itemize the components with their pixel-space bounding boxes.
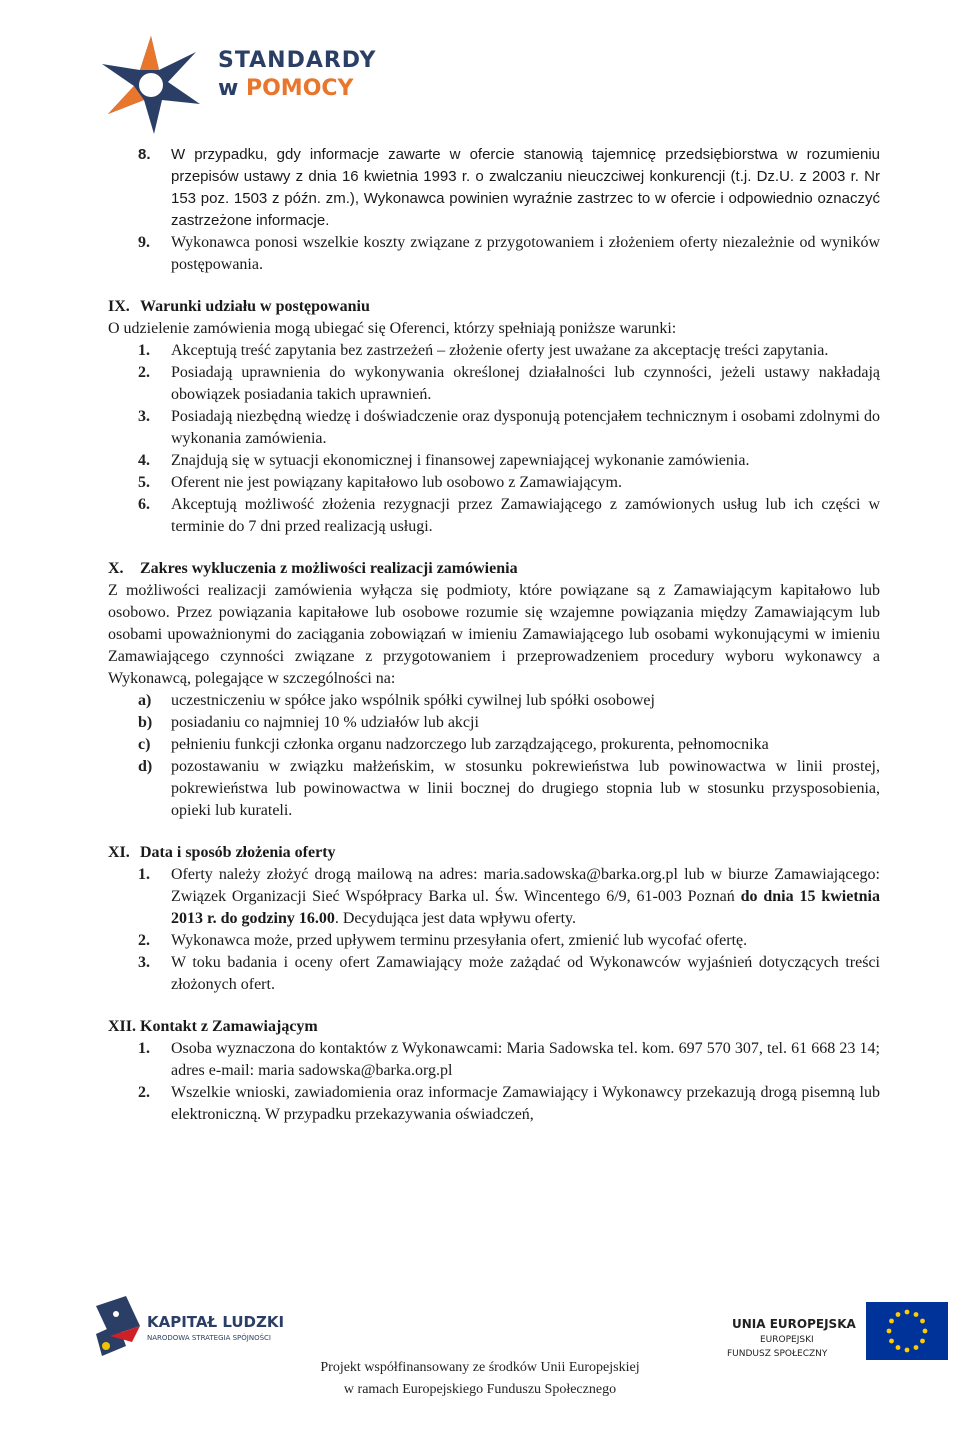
eu-flag-icon <box>866 1302 948 1360</box>
kapital-ludzki-logo-icon <box>96 1296 140 1358</box>
section-paragraph: Z możliwości realizacji zamówienia wyłącza się podmioty, które powiązane są z Zamawiającym kapitałowo lub osobowo. Przez powiązania kapitałowe lub osobowe rozumie się wzajemne powiązania między Zamawiającym lub osobami upoważnionymi do zaciągania zobowiązań w imieniu Zamawiającego lub osobami wykonującymi w imieniu Zamawiającego czynności związane z przygotowaniem i przeprowadzeniem procedury wyboru wykonawcy a Wykonawcą, polegające w szczególności na: <box>108 582 880 687</box>
funding-line-1: Projekt współfinansowany ze środków Unii Europejskiej <box>320 1360 640 1375</box>
kapital-ludzki-title: KAPITAŁ LUDZKI <box>147 1313 285 1331</box>
star-logo-icon <box>96 30 206 140</box>
list-item: 3. Posiadają niezbędną wiedzę i doświadczenie oraz dysponują potencjałem technicznym i osobami zdolnymi do wykonania zamówienia. <box>138 408 880 447</box>
list-item: 5. Oferent nie jest powiązany kapitałowo lub osobowo z Zamawiającym. <box>138 474 622 491</box>
standardy-w-pomocy-logo <box>96 30 396 130</box>
list-item: b) posiadaniu co najmniej 10 % udziałów lub akcji <box>138 714 479 731</box>
section-heading-ix: IX. Warunki udziału w postępowaniu <box>108 298 370 315</box>
funding-line-2: w ramach Europejskiego Funduszu Społecznego <box>343 1382 617 1397</box>
eu-title: UNIA EUROPEJSKA <box>732 1317 856 1331</box>
section-heading-xii: XII. Kontakt z Zamawiającym <box>108 1018 318 1035</box>
list-item: 9. Wykonawca ponosi wszelkie koszty związane z przygotowaniem i złożeniem oferty niezależnie od wyników postępowania. <box>138 234 880 273</box>
list-item: 1. Oferty należy złożyć drogą mailową na adres: maria.sadowska@barka.org.pl lub w biurze Zamawiającego: Związek Organizacji Sieć Współpracy Barka ul. Św. Wincentego 6/9, 61-003 Poznań do dnia 15 kwietnia 2013 r. do godziny 16.00. Decydująca jest data wpływu oferty. <box>138 866 881 927</box>
list-item: 1. Osoba wyznaczona do kontaktów z Wykonawcami: Maria Sadowska tel. kom. 697 570 307, tel. 61 668 23 14; adres e-mail: maria sadowska@barka.org.pl <box>138 1040 880 1079</box>
list-item: 2. Wykonawca może, przed upływem terminu przesyłania ofert, zmienić lub wycofać ofertę. <box>138 932 748 949</box>
list-item: d) pozostawaniu w związku małżeńskim, w stosunku pokrewieństwa lub powinowactwa w linii prostej, pokrewieństwa lub powinowactwa w linii bocznej do drugiego stopnia lub w stosunku przysposobienia, opieki lub kurateli. <box>138 758 880 819</box>
eu-subtitle-2: FUNDUSZ SPOŁECZNY <box>727 1349 828 1359</box>
list-item: c) pełnieniu funkcji członka organu nadzorczego lub zarządzającego, prokurenta, pełnomocnika <box>138 736 769 753</box>
list-item: a) uczestniczeniu w spółce jako wspólnik spółki cywilnej lub spółki osobowej <box>138 692 655 709</box>
logo-text-standardy: STANDARDY <box>218 48 377 73</box>
section-heading-xi: XI. Data i sposób złożenia oferty <box>108 844 336 861</box>
list-item: 6. Akceptują możliwość złożenia rezygnacji przez Zamawiającego z zamówionych usług lub ich części w terminie do 7 dni przed realizacją usługi. <box>138 496 880 535</box>
section-heading-x: X. Zakres wykluczenia z możliwości realizacji zamówienia <box>108 560 518 577</box>
list-item: 4. Znajdują się w sytuacji ekonomicznej i finansowej zapewniającej wykonanie zamówienia. <box>138 452 750 469</box>
document-body <box>108 144 880 1126</box>
list-item: 8. W przypadku, gdy informacje zawarte w ofercie stanowią tajemnicę przedsiębiorstwa w rozumieniu przepisów ustawy z dnia 16 kwietnia 1993 r. o zwalczaniu nieuczciwej konkurencji (t.j. Dz.U. z 2003 r. Nr 153 poz. 1503 z późn. zm.), Wykonawca powinien wyraźnie zastrzec to w ofercie i odpowiednio oznaczyć zastrzeżone informacje. <box>138 146 880 229</box>
page-footer <box>0 1290 960 1430</box>
list-item: 2. Wszelkie wnioski, zawiadomienia oraz informacje Zamawiający i Wykonawcy przekazują drogą pisemną lub elektroniczną. W przypadku przekazywania oświadczeń, <box>138 1084 880 1123</box>
kapital-ludzki-subtitle: NARODOWA STRATEGIA SPÓJNOŚCI <box>147 1334 271 1342</box>
eu-subtitle-1: EUROPEJSKI <box>760 1335 814 1345</box>
list-item: 2. Posiadają uprawnienia do wykonywania określonej działalności lub czynności, jeżeli ustawy nakładają obowiązek posiadania takich uprawnień. <box>138 364 880 403</box>
logo-text-w-pomocy: w POMOCY <box>218 76 354 101</box>
section-intro: O udzielenie zamówienia mogą ubiegać się Oferenci, którzy spełniają poniższe warunki: <box>108 320 677 337</box>
list-item: 3. W toku badania i oceny ofert Zamawiający może zażądać od Wykonawców wyjaśnień dotyczących treści złożonych ofert. <box>138 954 880 993</box>
list-item: 1. Akceptują treść zapytania bez zastrzeżeń – złożenie oferty jest uważane za akceptację treści zapytania. <box>138 342 829 359</box>
